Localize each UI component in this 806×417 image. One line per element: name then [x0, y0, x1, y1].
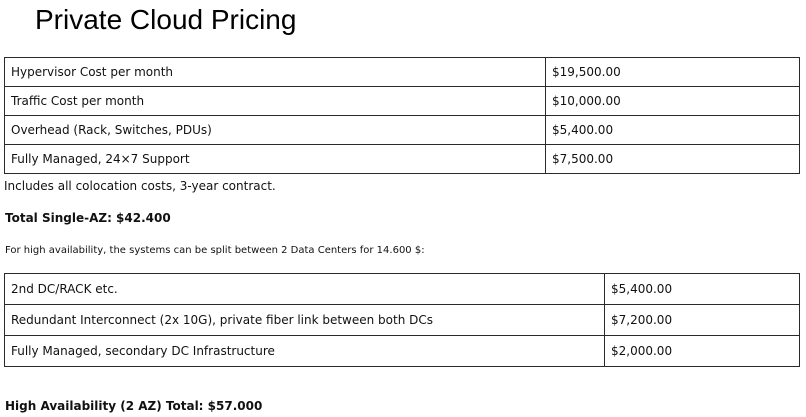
ha-intro-text: For high availability, the systems can be split between 2 Data Centers for 14.600 $: [5, 245, 425, 256]
cost-item-label: Fully Managed, secondary DC Infrastructure [5, 336, 605, 367]
contract-note: Includes all colocation costs, 3-year contract. [4, 179, 276, 193]
cost-item-value: $7,500.00 [546, 145, 800, 174]
cost-item-value: $5,400.00 [605, 274, 800, 305]
cost-item-label: Traffic Cost per month [5, 87, 546, 116]
cost-item-label: Hypervisor Cost per month [5, 58, 546, 87]
total-single-az: Total Single-AZ: $42.400 [5, 211, 171, 225]
page-title: Private Cloud Pricing [35, 4, 297, 35]
table-row [5, 305, 800, 336]
cost-item-value: $2,000.00 [605, 336, 800, 367]
cost-item-label: Overhead (Rack, Switches, PDUs) [5, 116, 546, 145]
total-high-availability: High Availability (2 AZ) Total: $57.000 [5, 399, 263, 413]
cost-item-value: $19,500.00 [546, 58, 800, 87]
cost-item-label: Redundant Interconnect (2x 10G), private fiber link between both DCs [5, 305, 605, 336]
cost-item-value: $10,000.00 [546, 87, 800, 116]
table-row [5, 58, 800, 87]
table-row [5, 274, 800, 305]
cost-item-label: 2nd DC/RACK etc. [5, 274, 605, 305]
table-row [5, 87, 800, 116]
cost-item-value: $5,400.00 [546, 116, 800, 145]
ha-cost-table [4, 273, 800, 367]
cost-item-label: Fully Managed, 24×7 Support [5, 145, 546, 174]
table-row [5, 145, 800, 174]
cost-item-value: $7,200.00 [605, 305, 800, 336]
table-row [5, 116, 800, 145]
table-row [5, 336, 800, 367]
base-cost-table [4, 57, 800, 174]
